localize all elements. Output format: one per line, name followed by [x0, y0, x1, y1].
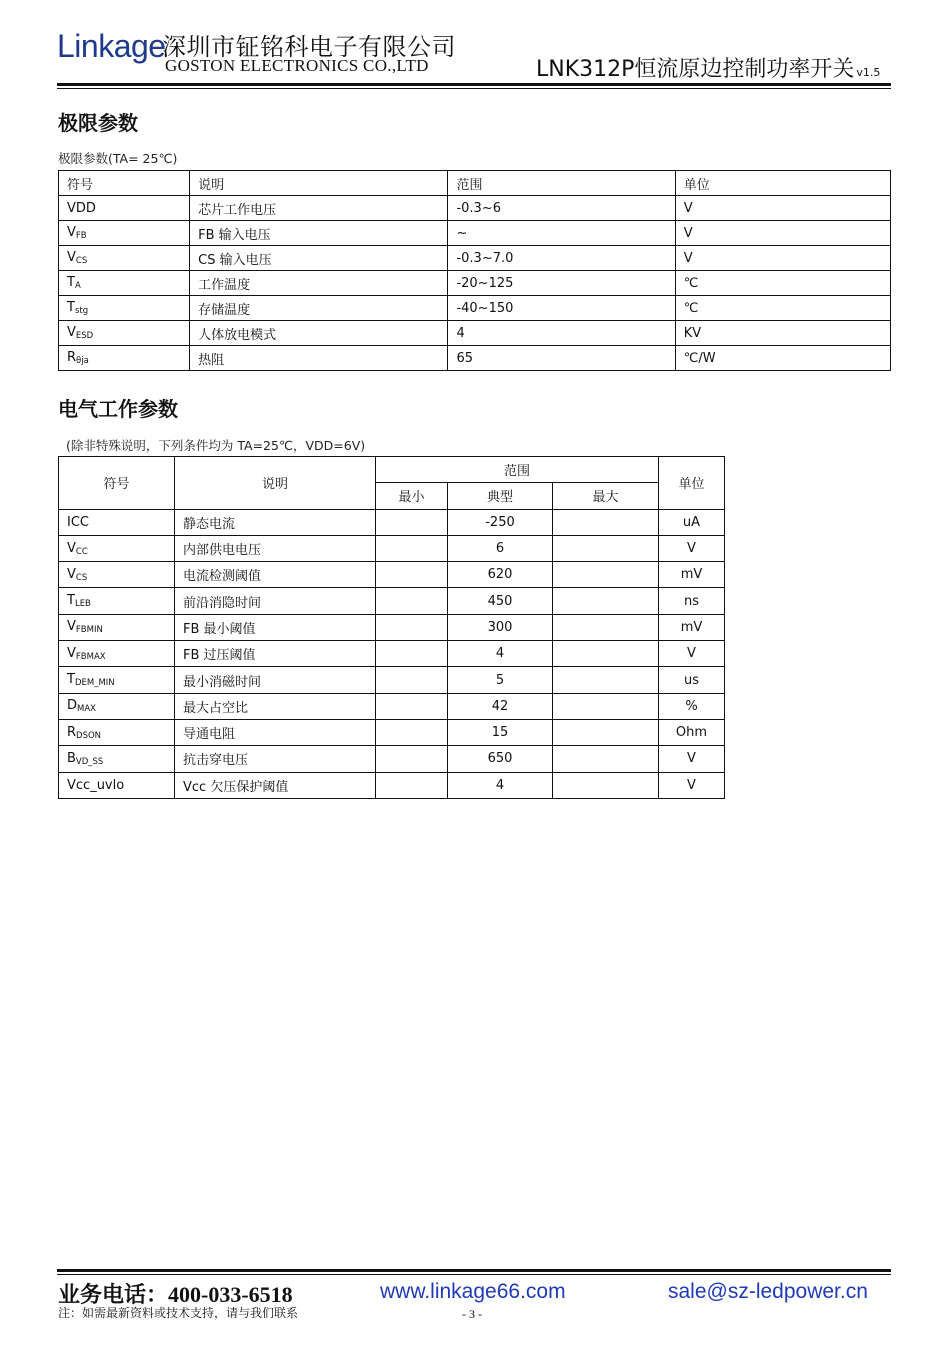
- typ-cell: 300: [448, 614, 553, 640]
- symbol-cell: [59, 719, 175, 745]
- table-row: [59, 614, 725, 640]
- symbol-main: V: [67, 645, 76, 661]
- min-cell: [376, 719, 448, 745]
- unit-cell: V: [659, 772, 725, 798]
- max-cell: [553, 641, 659, 667]
- document-title: [536, 52, 880, 83]
- electrical-params-table: [58, 456, 725, 799]
- symbol-main: V: [67, 566, 76, 582]
- description-cell: 内部供电电压: [175, 535, 376, 561]
- symbol-cell: [59, 641, 175, 667]
- symbol-main: ICC: [67, 514, 89, 530]
- symbol-subscript: MAX: [77, 704, 96, 715]
- symbol-subscript: FBMAX: [75, 651, 106, 662]
- min-cell: [376, 535, 448, 561]
- symbol-subscript: A: [74, 281, 81, 291]
- description-cell: 最小消磁时间: [175, 667, 376, 693]
- symbol-cell: [59, 296, 190, 321]
- description-cell: 人体放电模式: [190, 321, 448, 346]
- typ-cell: 6: [448, 535, 553, 561]
- symbol-subscript: FBMIN: [75, 625, 103, 636]
- symbol-cell: [59, 667, 175, 693]
- max-cell: [553, 772, 659, 798]
- min-cell: [376, 693, 448, 719]
- document-title-text: LNK312P恒流原边控制功率开关: [536, 57, 855, 82]
- header-range: 范围: [448, 171, 675, 196]
- unit-cell: V: [659, 641, 725, 667]
- header-typ: 典型: [448, 483, 553, 509]
- symbol-main: VDD: [67, 200, 96, 216]
- min-cell: [376, 746, 448, 772]
- table-row: [59, 588, 725, 614]
- footer-rule: [57, 1269, 891, 1272]
- typ-cell: 620: [448, 562, 553, 588]
- table-row: [59, 271, 891, 296]
- symbol-cell: [59, 772, 175, 798]
- symbol-main: T: [67, 672, 75, 688]
- table-row: [59, 346, 891, 371]
- symbol-cell: [59, 588, 175, 614]
- symbol-main: V: [67, 250, 76, 265]
- symbol-cell: [59, 346, 190, 371]
- section-caption-electrical: (除非特殊说明，下列条件均为 TA=25℃，VDD=6V): [66, 438, 366, 453]
- symbol-subscript: CC: [75, 546, 88, 557]
- range-cell: -0.3~7.0: [448, 246, 675, 271]
- symbol-cell: [59, 535, 175, 561]
- unit-cell: Ohm: [659, 719, 725, 745]
- page-number: - 3 -: [462, 1307, 482, 1321]
- description-cell: FB 过压阈值: [175, 641, 376, 667]
- company-name-cn: 深圳市钲铭科电子有限公司: [162, 33, 456, 61]
- header-symbol: 符号: [59, 457, 175, 510]
- symbol-main: Vcc_uvlo: [67, 777, 125, 793]
- max-cell: [553, 719, 659, 745]
- symbol-subscript: DEM_MIN: [74, 678, 115, 689]
- symbol-cell: [59, 221, 190, 246]
- table-row: [59, 562, 725, 588]
- description-cell: CS 输入电压: [190, 246, 448, 271]
- symbol-subscript: θja: [76, 356, 89, 366]
- header-rule: [57, 83, 891, 86]
- min-cell: [376, 614, 448, 640]
- table-row: [59, 693, 725, 719]
- unit-cell: ns: [659, 588, 725, 614]
- company-logo: Linkage: [57, 28, 166, 64]
- table-row: [59, 535, 725, 561]
- max-cell: [553, 535, 659, 561]
- header-description: 说明: [175, 457, 376, 510]
- range-cell: ~: [448, 221, 675, 246]
- description-cell: FB 最小阈值: [175, 614, 376, 640]
- unit-cell: ℃: [675, 271, 890, 296]
- table-row: [59, 196, 891, 221]
- description-cell: 静态电流: [175, 509, 376, 535]
- table-row: [59, 296, 891, 321]
- min-cell: [376, 562, 448, 588]
- symbol-cell: [59, 509, 175, 535]
- header-description: 说明: [190, 171, 448, 196]
- symbol-cell: [59, 746, 175, 772]
- symbol-main: V: [67, 540, 76, 556]
- symbol-cell: [59, 562, 175, 588]
- description-cell: 前沿消隐时间: [175, 588, 376, 614]
- description-cell: 电流检测阈值: [175, 562, 376, 588]
- table-row: [59, 221, 891, 246]
- symbol-cell: [59, 321, 190, 346]
- footer-rule-thin: [57, 1274, 891, 1275]
- unit-cell: V: [659, 746, 725, 772]
- section-title-electrical: 电气工作参数: [58, 397, 178, 421]
- unit-cell: ℃/W: [675, 346, 890, 371]
- symbol-cell: [59, 196, 190, 221]
- range-cell: 4: [448, 321, 675, 346]
- table-row: [59, 667, 725, 693]
- max-cell: [553, 614, 659, 640]
- symbol-main: T: [67, 300, 75, 315]
- header-min: 最小: [376, 483, 448, 509]
- absolute-max-table: [58, 170, 891, 371]
- symbol-subscript: LEB: [74, 599, 91, 610]
- table-row: [59, 321, 891, 346]
- symbol-subscript: DSON: [76, 730, 102, 741]
- unit-cell: uA: [659, 509, 725, 535]
- symbol-cell: [59, 246, 190, 271]
- header-unit: 单位: [659, 457, 725, 510]
- symbol-main: R: [67, 350, 77, 365]
- description-cell: 热阻: [190, 346, 448, 371]
- section-caption-absolute-max: 极限参数(TA= 25℃): [58, 151, 178, 166]
- symbol-main: D: [67, 698, 78, 714]
- symbol-main: T: [67, 593, 75, 609]
- typ-cell: 450: [448, 588, 553, 614]
- symbol-main: V: [67, 325, 76, 340]
- symbol-subscript: CS: [75, 572, 88, 583]
- symbol-subscript: FB: [75, 231, 87, 241]
- unit-cell: ℃: [675, 296, 890, 321]
- unit-cell: %: [659, 693, 725, 719]
- typ-cell: 5: [448, 667, 553, 693]
- typ-cell: 650: [448, 746, 553, 772]
- typ-cell: 15: [448, 719, 553, 745]
- typ-cell: 42: [448, 693, 553, 719]
- description-cell: 芯片工作电压: [190, 196, 448, 221]
- description-cell: 存储温度: [190, 296, 448, 321]
- range-cell: 65: [448, 346, 675, 371]
- unit-cell: KV: [675, 321, 890, 346]
- min-cell: [376, 588, 448, 614]
- table-row: [59, 246, 891, 271]
- footer-phone: 业务电话：400-033-6518: [58, 1282, 293, 1307]
- unit-cell: us: [659, 667, 725, 693]
- symbol-main: V: [67, 225, 76, 240]
- max-cell: [553, 509, 659, 535]
- unit-cell: mV: [659, 614, 725, 640]
- header-rule-thin: [57, 88, 891, 89]
- table-row: [59, 641, 725, 667]
- symbol-cell: [59, 693, 175, 719]
- max-cell: [553, 693, 659, 719]
- symbol-main: T: [67, 275, 75, 290]
- range-cell: -40~150: [448, 296, 675, 321]
- unit-cell: V: [675, 196, 890, 221]
- table-row: [59, 719, 725, 745]
- typ-cell: 4: [448, 772, 553, 798]
- description-cell: 导通电阻: [175, 719, 376, 745]
- max-cell: [553, 562, 659, 588]
- header-unit: 单位: [675, 171, 890, 196]
- symbol-subscript: stg: [74, 306, 89, 316]
- max-cell: [553, 746, 659, 772]
- symbol-subscript: CS: [75, 256, 88, 266]
- unit-cell: V: [675, 221, 890, 246]
- table-row: [59, 509, 725, 535]
- typ-cell: -250: [448, 509, 553, 535]
- typ-cell: 4: [448, 641, 553, 667]
- symbol-cell: [59, 614, 175, 640]
- company-name-en: GOSTON ELECTRONICS CO.,LTD: [165, 56, 429, 75]
- table-row: [59, 746, 725, 772]
- description-cell: 最大占空比: [175, 693, 376, 719]
- footer-website-link[interactable]: www.linkage66.com: [380, 1280, 566, 1303]
- header-max: 最大: [553, 483, 659, 509]
- table-header-row: [59, 171, 891, 196]
- symbol-main: R: [67, 724, 77, 740]
- unit-cell: mV: [659, 562, 725, 588]
- section-title-absolute-max: 极限参数: [58, 111, 138, 135]
- unit-cell: V: [675, 246, 890, 271]
- description-cell: 工作温度: [190, 271, 448, 296]
- table-header-row: [59, 457, 725, 483]
- symbol-main: V: [67, 619, 76, 635]
- range-cell: -20~125: [448, 271, 675, 296]
- range-cell: -0.3~6: [448, 196, 675, 221]
- table-row: [59, 772, 725, 798]
- max-cell: [553, 588, 659, 614]
- description-cell: FB 输入电压: [190, 221, 448, 246]
- document-version: v1.5: [856, 66, 881, 79]
- footer-email-link[interactable]: sale@sz-ledpower.cn: [668, 1280, 868, 1303]
- symbol-main: B: [67, 750, 76, 766]
- min-cell: [376, 641, 448, 667]
- footer-note: 注：如需最新资料或技术支持，请与我们联系: [58, 1306, 299, 1320]
- symbol-subscript: ESD: [75, 331, 94, 341]
- description-cell: Vcc 欠压保护阈值: [175, 772, 376, 798]
- unit-cell: V: [659, 535, 725, 561]
- description-cell: 抗击穿电压: [175, 746, 376, 772]
- min-cell: [376, 509, 448, 535]
- symbol-subscript: VD_SS: [75, 756, 104, 767]
- min-cell: [376, 772, 448, 798]
- min-cell: [376, 667, 448, 693]
- max-cell: [553, 667, 659, 693]
- header-range: 范围: [376, 457, 659, 483]
- header-symbol: 符号: [59, 171, 190, 196]
- symbol-cell: [59, 271, 190, 296]
